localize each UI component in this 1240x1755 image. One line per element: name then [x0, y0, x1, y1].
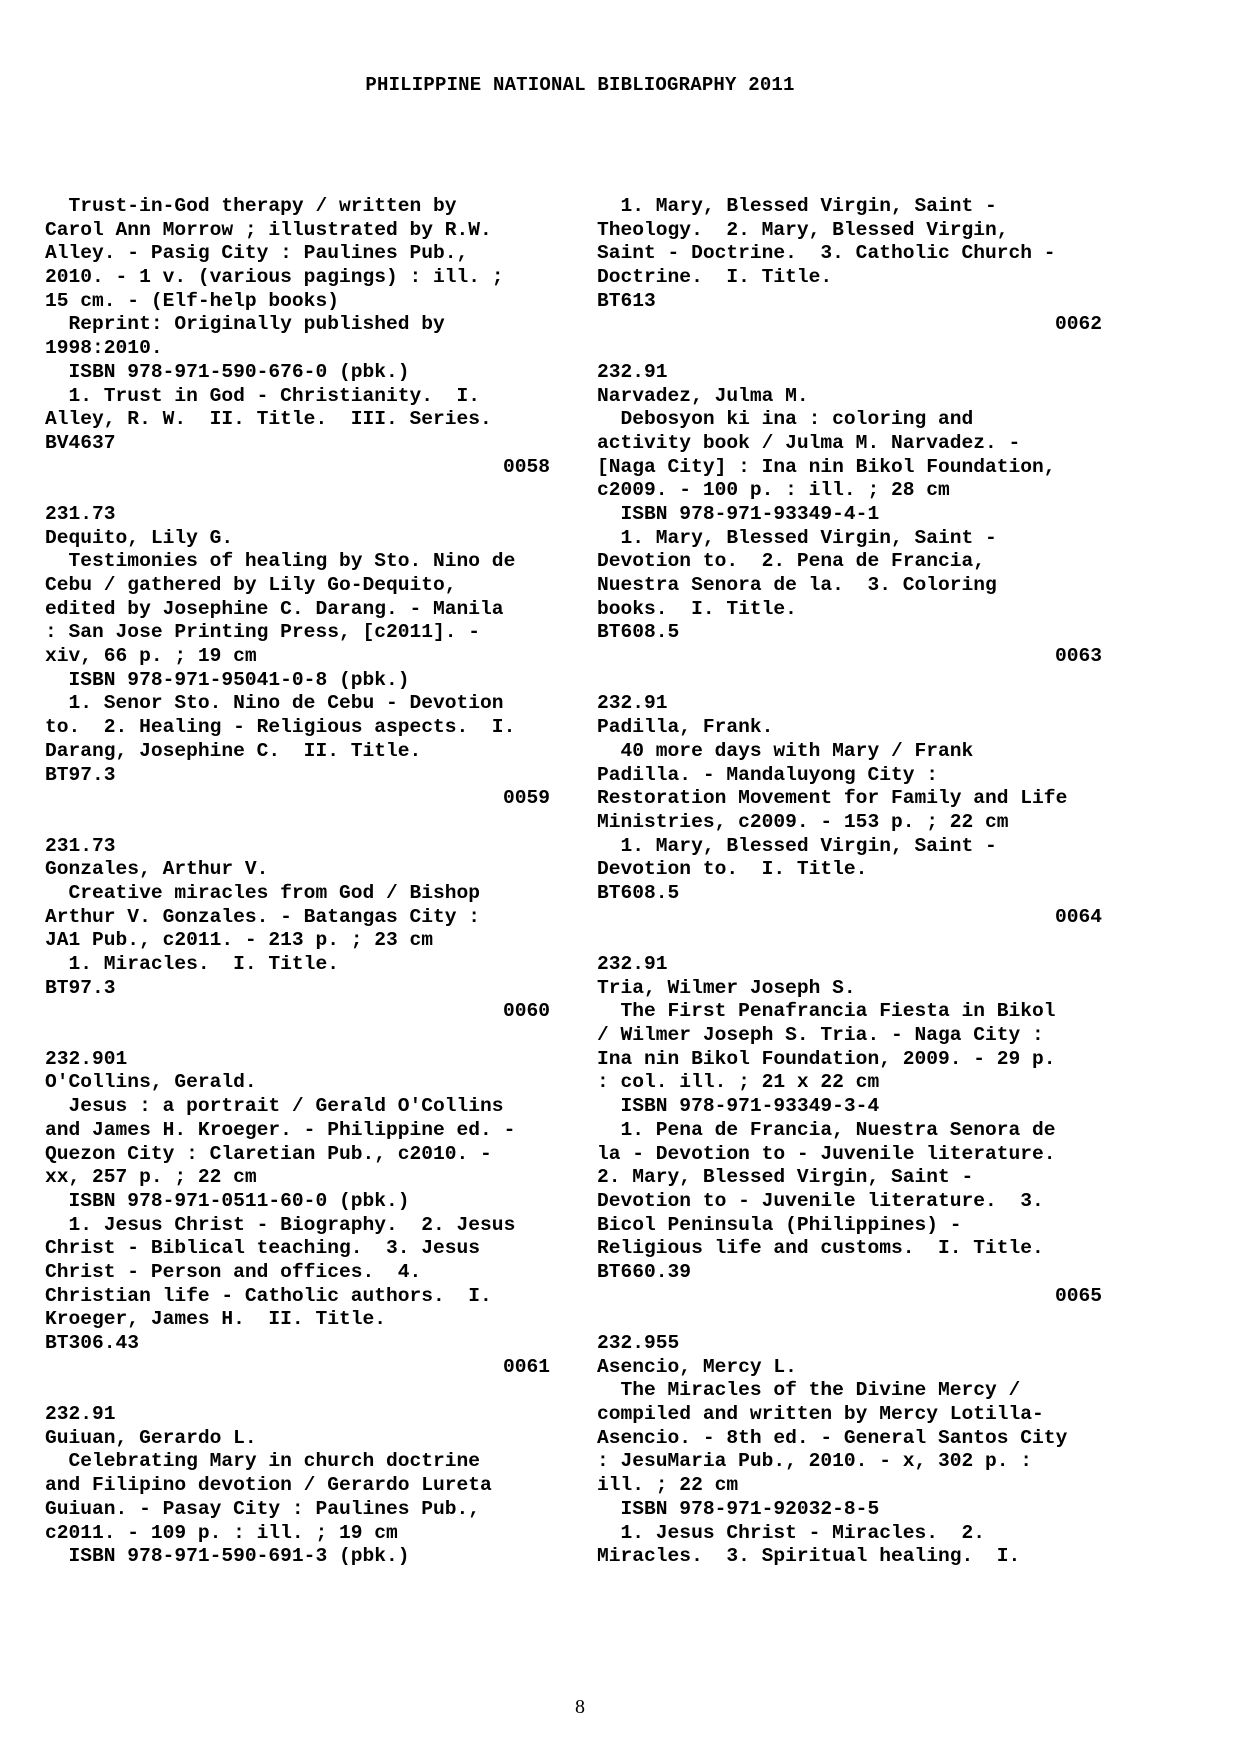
text-line: activity book / Julma M. Narvadez. -: [597, 431, 1021, 454]
text-line: books. I. Title.: [597, 597, 797, 620]
text-line: Dequito, Lily G.: [45, 526, 234, 549]
call-number: BT660.39: [597, 1260, 692, 1283]
blank-line: [45, 1379, 550, 1403]
text-line: 2010. - 1 v. (various pagings) : ill. ;: [45, 266, 504, 289]
classification-number: 232.91: [597, 953, 668, 975]
text-line: Saint - Doctrine. 3. Catholic Church -: [597, 242, 1056, 265]
text-line: Bicol Peninsula (Philippines) -: [597, 1213, 962, 1236]
text-line: : San Jose Printing Press, [c2011]. -: [45, 621, 481, 644]
text-line: 1. Trust in God - Christianity. I.: [45, 384, 481, 407]
call-number: BT306.43: [45, 1332, 140, 1354]
entry-number: 0062: [1054, 313, 1102, 336]
call-number: BV4637: [45, 431, 116, 454]
classification-number: 232.901: [45, 1047, 128, 1070]
text-line: Ina nin Bikol Foundation, 2009. - 29 p.: [597, 1047, 1056, 1070]
call-number: BT608.5: [597, 881, 680, 904]
text-line: Padilla. - Mandaluyong City :: [597, 763, 938, 786]
text-line: / Wilmer Joseph S. Tria. - Naga City :: [597, 1024, 1044, 1047]
classification-number: 232.91: [45, 1403, 116, 1426]
text-line: Miracles. 3. Spiritual healing. I.: [597, 1545, 1021, 1568]
text-line: Christ - Person and offices. 4.: [45, 1260, 422, 1283]
text-line: Trust-in-God therapy / written by: [45, 195, 457, 217]
text-line: Nuestra Senora de la. 3. Coloring: [597, 574, 997, 596]
text-line: Celebrating Mary in church doctrine: [45, 1450, 481, 1473]
text-line: 1. Miracles. I. Title.: [45, 953, 339, 975]
text-line: : col. ill. ; 21 x 22 cm: [597, 1071, 880, 1094]
text-line: to. 2. Healing - Religious aspects. I.: [45, 716, 516, 739]
text-line: Darang, Josephine C. II. Title.: [45, 739, 422, 762]
text-line: 2. Mary, Blessed Virgin, Saint -: [597, 1166, 974, 1189]
text-line: Quezon City : Claretian Pub., c2010. -: [45, 1142, 492, 1165]
text-line: Jesus : a portrait / Gerald O'Collins: [45, 1095, 504, 1118]
classification-number: 232.955: [597, 1332, 680, 1354]
text-line: Christian life - Catholic authors. I.: [45, 1284, 492, 1307]
text-line: ISBN 978-971-590-676-0 (pbk.): [45, 360, 410, 383]
text-line: Restoration Movement for Family and Life: [597, 787, 1068, 810]
text-line: Narvadez, Julma M.: [597, 384, 809, 407]
text-line: : JesuMaria Pub., 2010. - x, 302 p. :: [597, 1450, 1033, 1473]
text-line: and Filipino devotion / Gerardo Lureta: [45, 1474, 492, 1497]
text-line: 15 cm. - (Elf-help books): [45, 289, 339, 312]
text-line: Creative miracles from God / Bishop: [45, 881, 481, 904]
text-line: c2011. - 109 p. : ill. ; 19 cm: [45, 1521, 398, 1544]
text-line: Devotion to - Juvenile literature. 3.: [597, 1189, 1044, 1212]
text-line: 1. Pena de Francia, Nuestra Senora de: [597, 1118, 1056, 1141]
text-line: and James H. Kroeger. - Philippine ed. -: [45, 1118, 516, 1141]
text-line: Asencio, Mercy L.: [597, 1355, 797, 1378]
text-line: The First Penafrancia Fiesta in Bikol: [597, 1000, 1056, 1023]
classification-number: 231.73: [45, 502, 116, 525]
entry-number: 0058: [502, 455, 550, 478]
text-line: Carol Ann Morrow ; illustrated by R.W.: [45, 218, 492, 241]
text-line: 1. Mary, Blessed Virgin, Saint -: [597, 526, 997, 549]
text-line: Padilla, Frank.: [597, 716, 774, 739]
text-line: Kroeger, James H. II. Title.: [45, 1308, 386, 1331]
text-line: Christ - Biblical teaching. 3. Jesus: [45, 1237, 481, 1260]
text-line: 1. Jesus Christ - Biography. 2. Jesus: [45, 1213, 516, 1236]
text-line: edited by Josephine C. Darang. - Manila: [45, 597, 504, 620]
text-line: Ministries, c2009. - 153 p. ; 22 cm: [597, 810, 1009, 833]
blank-line: [45, 479, 550, 503]
classification-number: 232.91: [597, 692, 668, 715]
text-line: compiled and written by Mercy Lotilla-: [597, 1403, 1044, 1426]
text-line: Devotion to. 2. Pena de Francia,: [597, 550, 986, 573]
blank-line: [597, 669, 1102, 693]
text-line: 1. Mary, Blessed Virgin, Saint -: [597, 834, 997, 857]
text-line: JA1 Pub., c2011. - 213 p. ; 23 cm: [45, 929, 434, 952]
call-number: BT97.3: [45, 976, 116, 999]
entry-number: 0061: [502, 1355, 550, 1378]
entry-number: 0065: [1054, 1284, 1102, 1307]
blank-line: [45, 1024, 550, 1048]
text-line: Tria, Wilmer Joseph S.: [597, 976, 856, 999]
text-line: 1998:2010.: [45, 337, 163, 360]
text-line: ISBN 978-971-590-691-3 (pbk.): [45, 1545, 410, 1568]
text-line: Debosyon ki ina : coloring and: [597, 408, 974, 431]
text-line: Arthur V. Gonzales. - Batangas City :: [45, 905, 481, 928]
text-line: Alley, R. W. II. Title. III. Series.: [45, 408, 492, 431]
text-line: c2009. - 100 p. : ill. ; 28 cm: [597, 479, 950, 502]
blank-line: [45, 811, 550, 835]
text-line: [Naga City] : Ina nin Bikol Foundation,: [597, 455, 1056, 478]
left-column: [45, 195, 550, 1569]
text-line: ISBN 978-971-93349-4-1: [597, 502, 880, 525]
text-line: ISBN 978-971-0511-60-0 (pbk.): [45, 1189, 410, 1212]
blank-line: [597, 929, 1102, 953]
text-line: Cebu / gathered by Lily Go-Dequito,: [45, 574, 457, 596]
text-line: The Miracles of the Divine Mercy /: [597, 1379, 1021, 1402]
text-line: Alley. - Pasig City : Paulines Pub.,: [45, 242, 469, 265]
text-line: 1. Jesus Christ - Miracles. 2.: [597, 1521, 986, 1544]
call-number: BT97.3: [45, 763, 116, 786]
entry-number: 0064: [1054, 905, 1102, 928]
text-line: Asencio. - 8th ed. - General Santos City: [597, 1426, 1068, 1449]
page-header: PHILIPPINE NATIONAL BIBLIOGRAPHY 2011: [365, 74, 795, 96]
text-line: Guiuan, Gerardo L.: [45, 1426, 257, 1449]
text-line: ISBN 978-971-92032-8-5: [597, 1497, 880, 1520]
text-line: 40 more days with Mary / Frank: [597, 739, 974, 762]
text-line: Theology. 2. Mary, Blessed Virgin,: [597, 218, 1009, 241]
classification-number: 231.73: [45, 834, 116, 857]
entry-number: 0063: [1054, 645, 1102, 668]
blank-line: [597, 1308, 1102, 1332]
page-number: 8: [575, 1696, 585, 1718]
text-line: ISBN 978-971-93349-3-4: [597, 1095, 880, 1118]
classification-number: 232.91: [597, 360, 668, 383]
text-line: la - Devotion to - Juvenile literature.: [597, 1142, 1056, 1165]
text-line: Guiuan. - Pasay City : Paulines Pub.,: [45, 1497, 481, 1520]
text-line: 1. Mary, Blessed Virgin, Saint -: [597, 195, 997, 217]
text-line: ill. ; 22 cm: [597, 1474, 739, 1497]
entry-number: 0060: [502, 1000, 550, 1023]
text-line: Reprint: Originally published by: [45, 313, 445, 336]
entry-number: 0059: [502, 787, 550, 810]
text-line: O'Collins, Gerald.: [45, 1071, 257, 1094]
text-line: Doctrine. I. Title.: [597, 266, 833, 289]
call-number: BT608.5: [597, 621, 680, 644]
blank-line: [597, 337, 1102, 361]
text-line: ISBN 978-971-95041-0-8 (pbk.): [45, 668, 410, 691]
text-line: xiv, 66 p. ; 19 cm: [45, 645, 257, 668]
call-number: BT613: [597, 289, 656, 312]
text-line: Gonzales, Arthur V.: [45, 858, 269, 881]
text-line: Religious life and customs. I. Title.: [597, 1237, 1044, 1260]
text-line: 1. Senor Sto. Nino de Cebu - Devotion: [45, 692, 504, 715]
text-line: Devotion to. I. Title.: [597, 858, 868, 881]
text-line: Testimonies of healing by Sto. Nino de: [45, 550, 516, 573]
right-column: [597, 195, 1102, 1569]
text-line: xx, 257 p. ; 22 cm: [45, 1166, 257, 1189]
